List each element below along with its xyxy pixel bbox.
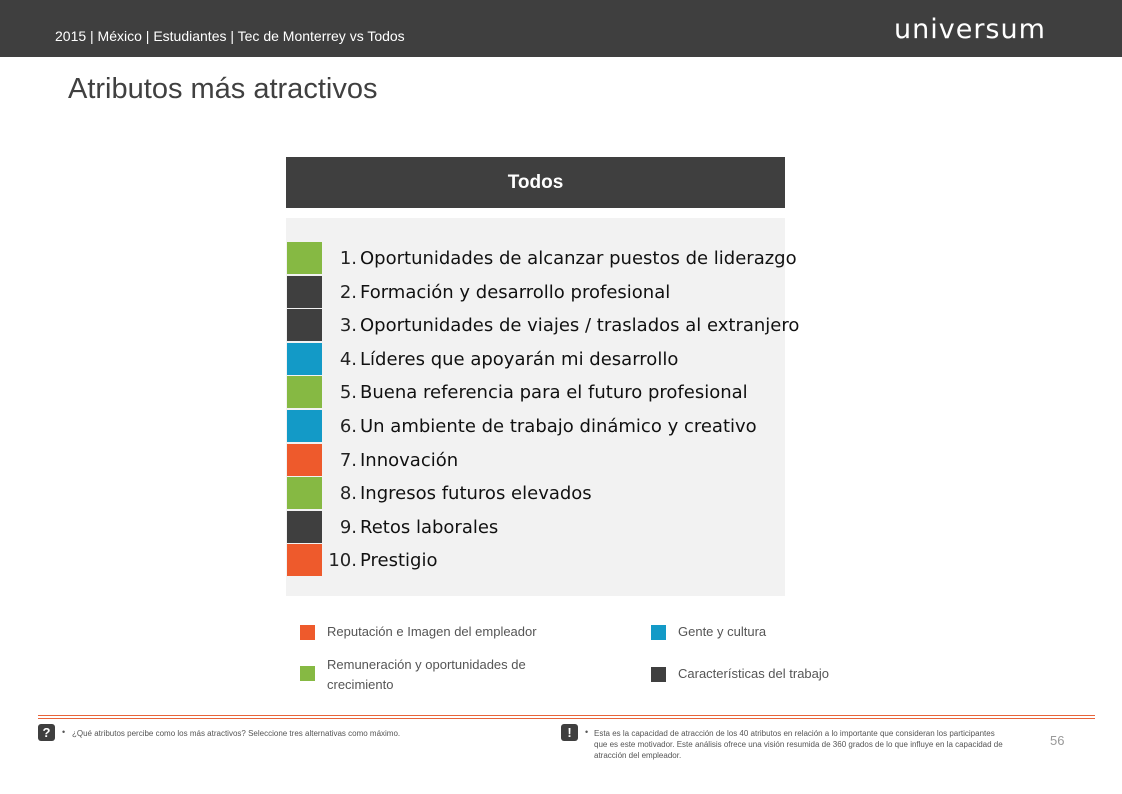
top-bar	[0, 0, 1122, 57]
category-swatch	[287, 276, 322, 308]
attribute-row	[287, 376, 784, 410]
category-swatch	[287, 242, 322, 274]
question-note: ¿Qué atributos percibe como los más atractivos? Seleccione tres alternativas como máximo.	[72, 729, 401, 738]
category-swatch	[287, 343, 322, 375]
legend-label: Remuneración y oportunidades de crecimiento	[327, 657, 526, 692]
footer-divider	[38, 718, 1095, 719]
page-number: 56	[1050, 733, 1065, 748]
attribute-rank: 1.	[339, 248, 357, 269]
attribute-label: Oportunidades de viajes / traslados al extranjero	[360, 315, 800, 337]
note-bullet: •	[585, 727, 589, 737]
legend-item-remuneracion	[300, 657, 570, 695]
category-swatch	[287, 376, 322, 408]
legend-swatch	[300, 625, 315, 640]
attribute-row	[287, 410, 784, 444]
panel-header	[286, 157, 785, 208]
attribute-label: Innovación	[360, 449, 459, 471]
attribute-list	[287, 242, 800, 578]
attribute-row	[287, 444, 784, 478]
category-swatch	[287, 511, 322, 543]
legend-swatch	[300, 666, 315, 681]
legend-label: Gente y cultura	[678, 624, 767, 639]
attribute-rank: 4.	[339, 348, 357, 370]
attribute-label: Ingresos futuros elevados	[360, 483, 592, 505]
question-icon: ?	[38, 724, 55, 741]
legend-item-gente	[651, 624, 766, 642]
panel-title: Todos	[507, 171, 564, 193]
attribute-rank: 7.	[339, 449, 357, 471]
legend-swatch	[651, 625, 666, 640]
attribute-label: Buena referencia para el futuro profesional	[360, 382, 748, 404]
footer-divider	[38, 715, 1095, 716]
attribute-label: Líderes que apoyarán mi desarrollo	[360, 348, 679, 370]
attribute-row	[287, 511, 784, 545]
info-note: Esta es la capacidad de atracción de los 40 atributos en relación a lo importante que consideran los participantes que es este motivador. Este análisis ofrece una visión resumida de 360 grados de lo que influye en la capacidad de atracción del empleador.	[594, 729, 1003, 760]
attribute-label: Retos laborales	[360, 516, 499, 538]
legend-item-trabajo	[651, 666, 829, 684]
attribute-label: Prestigio	[360, 550, 438, 572]
attribute-label: Un ambiente de trabajo dinámico y creativo	[360, 415, 757, 437]
legend-label: Características del trabajo	[678, 666, 830, 681]
attribute-rank: 5.	[339, 382, 357, 404]
category-swatch	[287, 544, 322, 576]
page-title: Atributos más atractivos	[68, 73, 378, 105]
category-swatch	[287, 477, 322, 509]
category-swatch	[287, 309, 322, 341]
attribute-rank: 2.	[339, 281, 357, 303]
category-swatch	[287, 410, 322, 442]
note-bullet: •	[62, 727, 66, 737]
attribute-rank: 3.	[339, 315, 357, 337]
attribute-row	[287, 477, 784, 511]
attribute-label: Formación y desarrollo profesional	[360, 281, 671, 303]
attribute-row	[287, 276, 784, 310]
attribute-rank: 10.	[328, 550, 357, 572]
universum-logo: universum	[894, 14, 1046, 45]
info-icon: !	[561, 724, 578, 741]
attribute-label: Oportunidades de alcanzar puestos de liderazgo	[360, 248, 797, 269]
attribute-rank: 9.	[339, 516, 357, 538]
legend-item-reputacion	[300, 624, 537, 642]
attribute-rank: 8.	[339, 483, 357, 505]
attribute-row	[287, 242, 797, 276]
legend-label: Reputación e Imagen del empleador	[327, 624, 537, 639]
attribute-row	[287, 309, 800, 343]
breadcrumb: 2015 | México | Estudiantes | Tec de Monterrey vs Todos	[55, 28, 405, 44]
legend-swatch	[651, 667, 666, 682]
attribute-row	[287, 544, 784, 578]
category-swatch	[287, 444, 322, 476]
attribute-row	[287, 343, 784, 377]
attribute-rank: 6.	[339, 415, 357, 437]
